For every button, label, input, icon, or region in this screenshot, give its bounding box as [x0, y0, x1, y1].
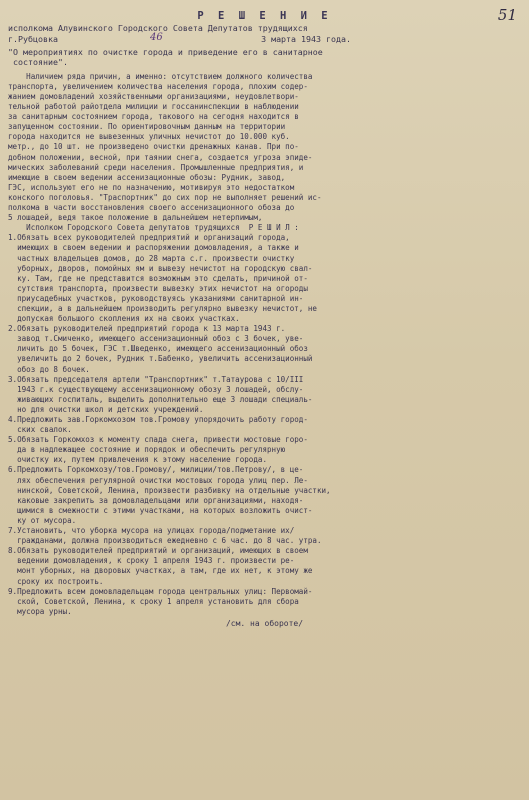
resolution-item-line: каковые закрепить за домовладельцами или организациями, находя- [8, 495, 304, 505]
resolution-item-line: мусора урны. [8, 606, 72, 616]
resolution-item-line: 1.Обязать всех руководителей предприятий и организаций города, [8, 233, 290, 243]
preamble-line: тельной работой райотдела милиции и госсанинспекции в наблюдении [8, 102, 299, 112]
resolution-item-line: личить до 5 бочек, ГЭС т.Шведенко, имеющего ассенизационный обоз [8, 344, 308, 354]
resolution-item-line: 4.Предложить зав.Горкомхозом тов.Громову упорядочить работу город- [8, 415, 308, 424]
resolution-item-line: допуская большого скопления их на своих участках. [8, 314, 240, 324]
preamble-line: жанием домовладений хозяйственными организациями, неудовлетвори- [8, 92, 299, 101]
resolution-item-line: частных владельцев домов, до 28 марта с.г. произвести очистку [8, 253, 295, 263]
document-subject: "О мероприятиях по очистке города и приведение его в санитарное состояние". [8, 47, 323, 68]
resolution-item-line: сутствия транспорта, произвести вывезку этих нечистот на огороды [8, 283, 308, 293]
resolution-item-line: 8.Обязать руководителей предприятий и организаций, имеющих в своем [8, 546, 308, 556]
resolution-item-line: увеличить до 2 бочек, Рудник т.Бабенко, увеличить ассенизационный [8, 354, 313, 364]
resolution-item-line: лях обеспечения регулярной очистки мостовых города улиц пер. Ле- [8, 475, 308, 485]
resolution-item-line: 1943 г.к существующему ассенизационному обозу 3 лошадей, обслу- [8, 384, 304, 394]
resolution-item-line: щимися в смежности с этими участками, на которых возложить очист- [8, 505, 313, 515]
preamble-line: города находится не вывезенных уличных нечистот до 10.000 куб. [8, 132, 290, 142]
resolution-item-line: ских свалок. [8, 425, 72, 435]
resolution-item-line: приусадебных участков, руководствуясь указаниями санитарной ин- [8, 293, 304, 303]
preamble-line: за санитарным состоянием города, такового на сегодня находится в [8, 112, 299, 122]
document-title: Р Е Ш Е Н И Е [197, 10, 332, 22]
resolution-heading: Исполком Городского Совета депутатов трудящихся Р Е Ш И Л : [8, 223, 299, 233]
preamble-line: запущенном состоянии. По ориентировочным данным на территории [8, 122, 286, 132]
resolution-item-line: нинской, Советской, Ленина, произвести разбивку на отдельные участки, [8, 485, 331, 495]
resolution-item-line: завод т.Смиченко, имеющего ассенизационный обоз с 3 бочек, уве- [8, 334, 304, 344]
resolution-item-line: гражданами, должна производиться ежедневно с 6 час. до 8 час. утра. [8, 536, 322, 546]
page-number: 51 [497, 6, 517, 24]
resolution-item-line: 5.Обязать Горкомхоз к моменту спада снега, привести мостовые горо- [8, 435, 308, 445]
footer-note: /см. на обороте/ [225, 618, 304, 628]
resolution-item-line: обоз до 8 бочек. [8, 364, 90, 374]
resolution-item-line: да в надлежащее состояние и порядок и обеспечить регулярную [8, 445, 286, 455]
preamble [8, 72, 521, 234]
resolution-item-line: 3.Обязать председателя артели "Транспортник" т.Татаурова с 10/III [8, 374, 304, 384]
resolution-item-line: очистку их, путем привлечения к этому население города. [8, 455, 267, 465]
resolution-item-line: спекции, а в дальнейшем производить регулярно вывезку нечистот, не [8, 303, 317, 313]
document-number: 46 [150, 32, 163, 43]
resolution-item-line: ведении домовладения, к сроку 1 апреля 1943 г. произвести ре- [8, 556, 295, 566]
resolution-item-line: но для очистки школ и детских учреждений. [8, 404, 204, 414]
resolution-item-line: живающих госпиталь, выделить дополнительно еще 3 лошади специаль- [8, 394, 313, 404]
preamble-line: мических заболеваний среди населения. Промышленные предприятия, и [8, 162, 304, 172]
city: г.Рубцовка [8, 34, 58, 44]
document-date: 3 марта 1943 года. [261, 34, 351, 44]
preamble-line: транспорта, увеличением количества населения города, плохим содер- [8, 81, 308, 91]
resolution-item-line: имеющих в своем ведении и распоряжении домовладения, а также и [8, 243, 299, 253]
issuer-line: исполкома Алувинского Городского Совета Депутатов трудящихся [8, 23, 308, 33]
resolution-item-line: ку от мусора. [8, 515, 77, 525]
preamble-line: конского поголовья. "Траспортник" до сих пор не выполняет решений ис- [8, 192, 322, 202]
resolution-item-line: монт уборных, на дворовых участках, а там, где их нет, к этому же [8, 566, 313, 576]
preamble-line: ГЭС, используют его не по назначению, мотивируя это недостатком [8, 182, 295, 192]
resolution-item-line: сроку их построить. [8, 576, 104, 586]
preamble-line: имеющие в своем ведении ассенизационные обозы: Рудник, завод, [8, 172, 286, 182]
resolution-items [8, 233, 521, 617]
resolution-item-line: уборных, дворов, помойных ям и вывезу нечистот на городскую свал- [8, 263, 313, 273]
preamble-line: добном положении, весной, при таянии снега, создается угроза эпиде- [8, 152, 313, 162]
preamble-line: 5 лошадей, ведя такое положение в дальнейшем нетерпимым, [8, 213, 263, 223]
resolution-item-line: 6.Предложить Горкомхозу/тов.Громову/, милиции/тов.Петрову/, в це- [8, 465, 304, 475]
resolution-item-line: 7.Установить, что уборка мусора на улицах города/подметание их/ [8, 526, 295, 536]
preamble-line: полкома в части восстановления своего ассенизационного обоза до [8, 203, 295, 213]
resolution-item-line: ской, Советской, Ленина, к сроку 1 апреля установить для сбора [8, 596, 299, 606]
preamble-line: Наличием ряда причин, а именно: отсутствием должного количества [8, 71, 313, 81]
city-number-date-line [8, 34, 521, 45]
resolution-item-line: 2.Обязать руководителей предприятий города к 13 марта 1943 г. [8, 324, 286, 334]
resolution-item-line: ку. Там, где не представится возможным это сделать, причиной от- [8, 273, 308, 283]
resolution-item-line: 9.Предложить всем домовладельцам города центральных улиц: Первомай- [8, 586, 313, 596]
preamble-line: метр., до 10 шт. не произведено очистки дренажных канав. При по- [8, 142, 299, 152]
